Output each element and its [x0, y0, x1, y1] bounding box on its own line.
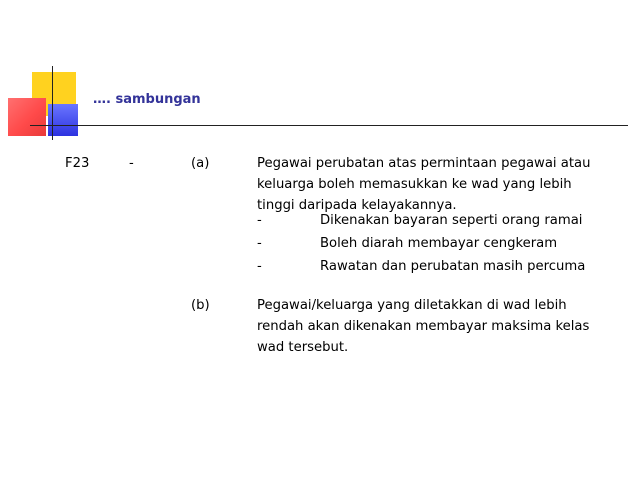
bullet-marker-3: - [257, 259, 262, 274]
decor-horizontal-rule [30, 125, 628, 126]
decor-red-square [8, 98, 46, 136]
clause-b-line-1: Pegawai/keluarga yang diletakkan di wad lebih [257, 298, 567, 313]
bullet-text-2: Boleh diarah membayar cengkeram [320, 236, 558, 251]
bullet-marker-1: - [257, 213, 262, 228]
slide-heading: …. sambungan [93, 92, 201, 107]
item-separator: - [129, 156, 134, 171]
bullet-text-3: Rawatan dan perubatan masih percuma [320, 259, 586, 274]
bullet-text-1: Dikenakan bayaran seperti orang ramai [320, 213, 583, 228]
clause-b-line-2: rendah akan dikenakan membayar maksima kelas [257, 319, 590, 334]
decor-vertical-line [52, 66, 53, 140]
clause-a-line-3: tinggi daripada kelayakannya. [257, 198, 457, 213]
clause-a-letter: (a) [191, 156, 210, 171]
clause-a-line-1: Pegawai perubatan atas permintaan pegawai atau [257, 156, 591, 171]
clause-a-line-2: keluarga boleh memasukkan ke wad yang lebih [257, 177, 572, 192]
item-code: F23 [65, 156, 90, 171]
clause-b-line-3: wad tersebut. [257, 340, 349, 355]
bullet-marker-2: - [257, 236, 262, 251]
clause-b-letter: (b) [191, 298, 210, 313]
